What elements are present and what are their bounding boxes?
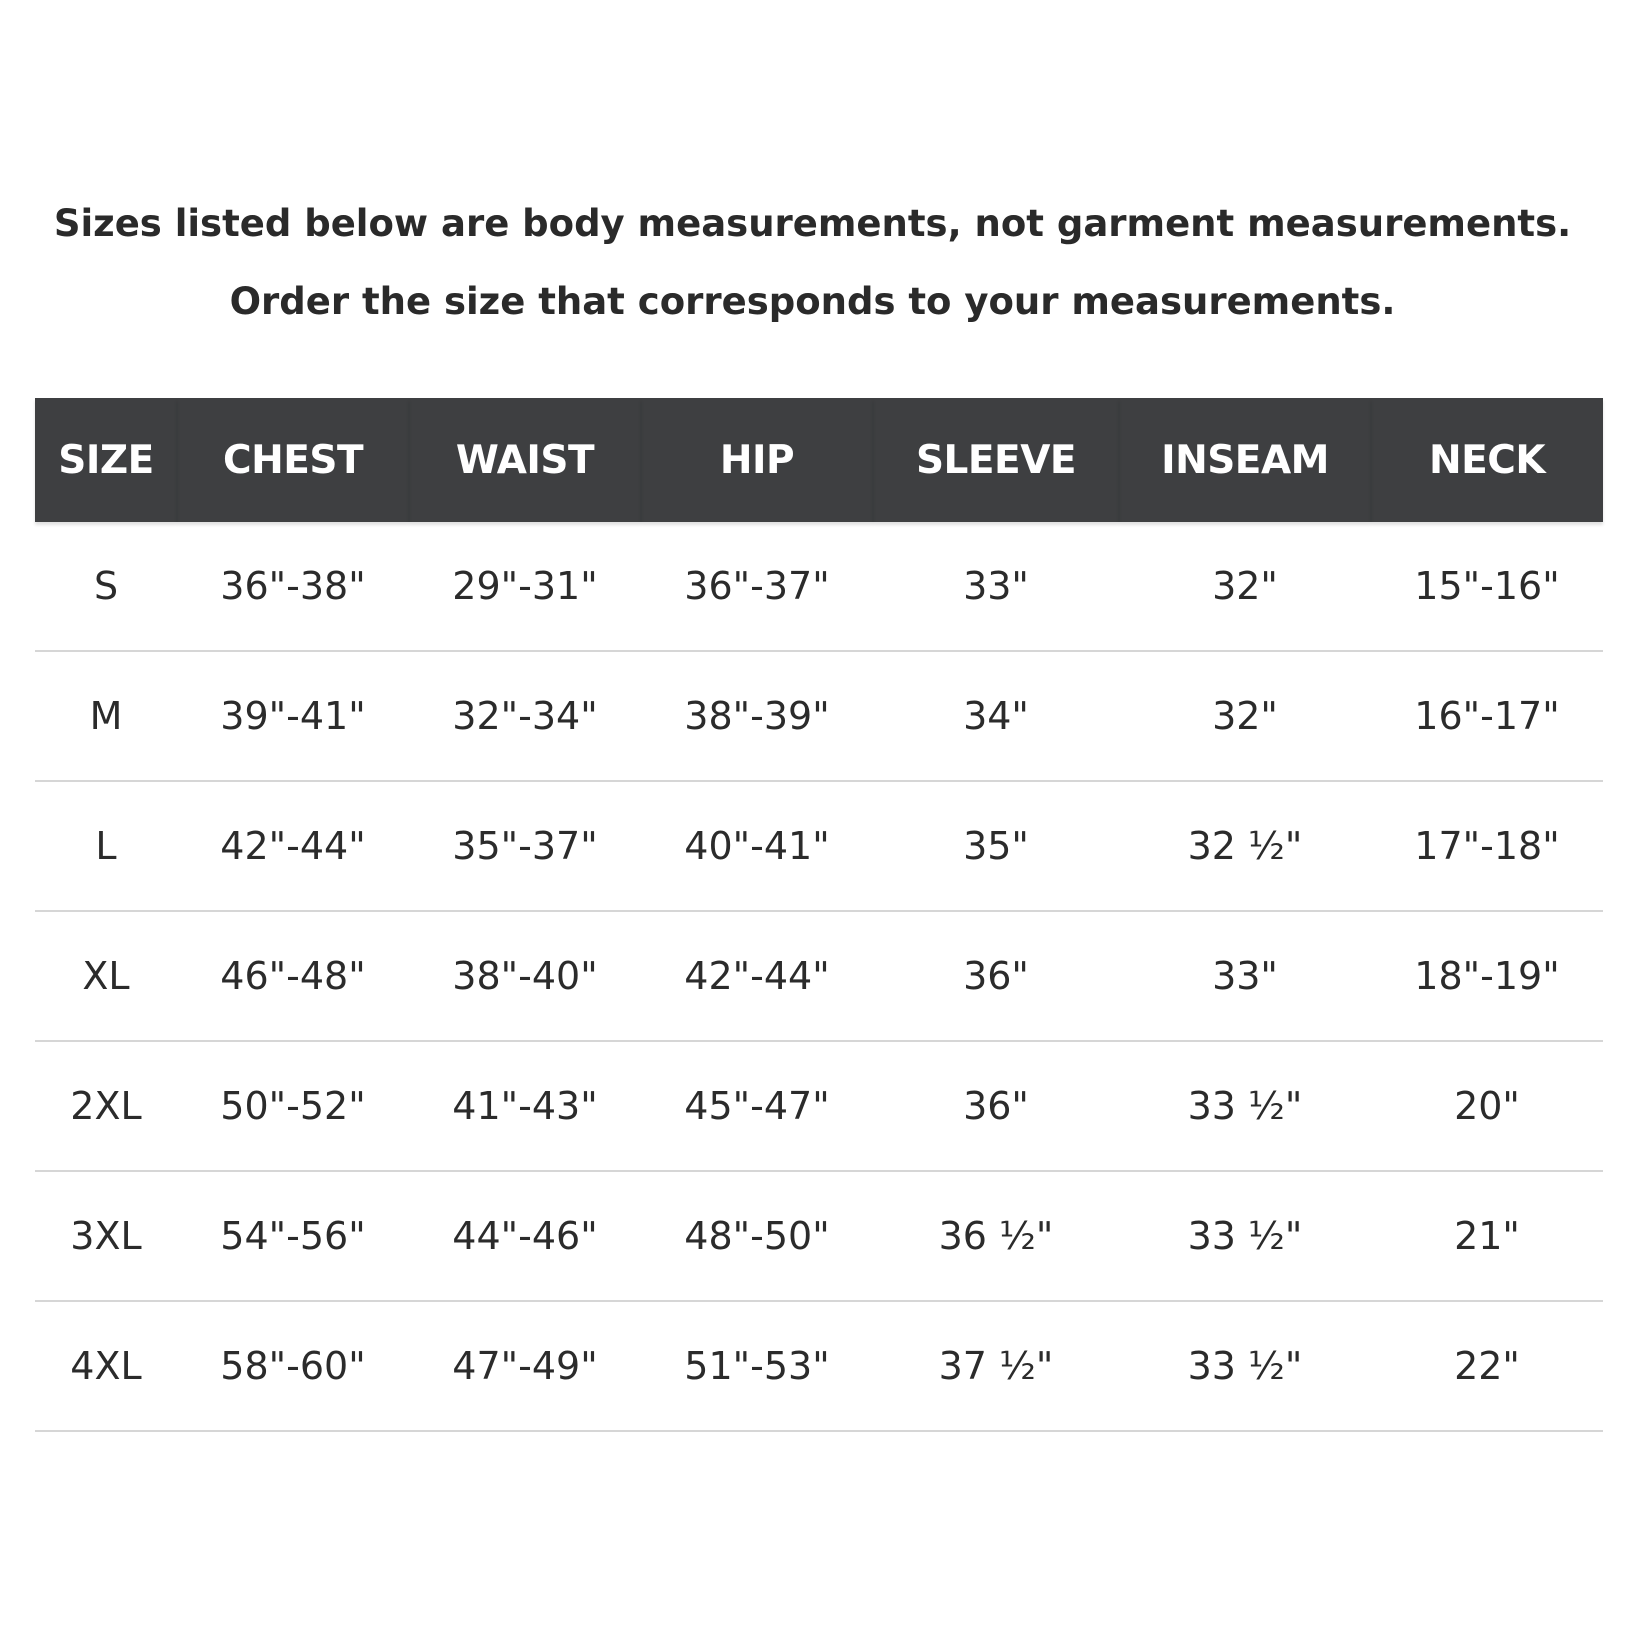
table-row [35,522,1603,651]
cell-waist: 29"-31" [409,522,641,651]
cell-size: 2XL [35,1041,177,1171]
cell-hip: 51"-53" [641,1301,873,1431]
cell-neck: 18"-19" [1371,911,1603,1041]
cell-sleeve: 36" [873,911,1119,1041]
column-header-size: SIZE [35,398,177,522]
column-header-chest: CHEST [177,398,409,522]
cell-chest: 36"-38" [177,522,409,651]
cell-size: L [35,781,177,911]
column-header-hip: HIP [641,398,873,522]
cell-inseam: 32 ½" [1119,781,1371,911]
cell-hip: 38"-39" [641,651,873,781]
table-row [35,911,1603,1041]
cell-inseam: 33 ½" [1119,1171,1371,1301]
column-header-sleeve: SLEEVE [873,398,1119,522]
intro-text [0,185,1625,341]
cell-hip: 40"-41" [641,781,873,911]
column-header-waist: WAIST [409,398,641,522]
column-header-neck: NECK [1371,398,1603,522]
cell-hip: 36"-37" [641,522,873,651]
cell-chest: 39"-41" [177,651,409,781]
table-row [35,1041,1603,1171]
cell-sleeve: 33" [873,522,1119,651]
cell-inseam: 33 ½" [1119,1041,1371,1171]
cell-chest: 54"-56" [177,1171,409,1301]
cell-size: M [35,651,177,781]
cell-waist: 38"-40" [409,911,641,1041]
table-row [35,781,1603,911]
cell-chest: 58"-60" [177,1301,409,1431]
cell-neck: 16"-17" [1371,651,1603,781]
cell-chest: 42"-44" [177,781,409,911]
cell-waist: 47"-49" [409,1301,641,1431]
column-header-inseam: INSEAM [1119,398,1371,522]
cell-sleeve: 34" [873,651,1119,781]
cell-sleeve: 36" [873,1041,1119,1171]
cell-waist: 41"-43" [409,1041,641,1171]
cell-hip: 45"-47" [641,1041,873,1171]
cell-neck: 17"-18" [1371,781,1603,911]
cell-neck: 20" [1371,1041,1603,1171]
cell-sleeve: 36 ½" [873,1171,1119,1301]
cell-inseam: 32" [1119,522,1371,651]
intro-line-body-measurements: Sizes listed below are body measurements, not garment measurements. [53,202,1572,245]
cell-neck: 21" [1371,1171,1603,1301]
cell-size: S [35,522,177,651]
cell-size: 3XL [35,1171,177,1301]
cell-chest: 46"-48" [177,911,409,1041]
cell-hip: 42"-44" [641,911,873,1041]
table-row [35,1301,1603,1431]
cell-waist: 32"-34" [409,651,641,781]
cell-chest: 50"-52" [177,1041,409,1171]
cell-sleeve: 35" [873,781,1119,911]
cell-neck: 22" [1371,1301,1603,1431]
table-row [35,1171,1603,1301]
cell-hip: 48"-50" [641,1171,873,1301]
cell-inseam: 32" [1119,651,1371,781]
size-chart-table [35,398,1603,1432]
cell-size: XL [35,911,177,1041]
cell-waist: 35"-37" [409,781,641,911]
intro-line-order-instruction: Order the size that corresponds to your measurements. [229,280,1396,323]
cell-inseam: 33" [1119,911,1371,1041]
table-header-row [35,398,1603,522]
cell-inseam: 33 ½" [1119,1301,1371,1431]
cell-size: 4XL [35,1301,177,1431]
table-row [35,651,1603,781]
cell-sleeve: 37 ½" [873,1301,1119,1431]
cell-neck: 15"-16" [1371,522,1603,651]
cell-waist: 44"-46" [409,1171,641,1301]
